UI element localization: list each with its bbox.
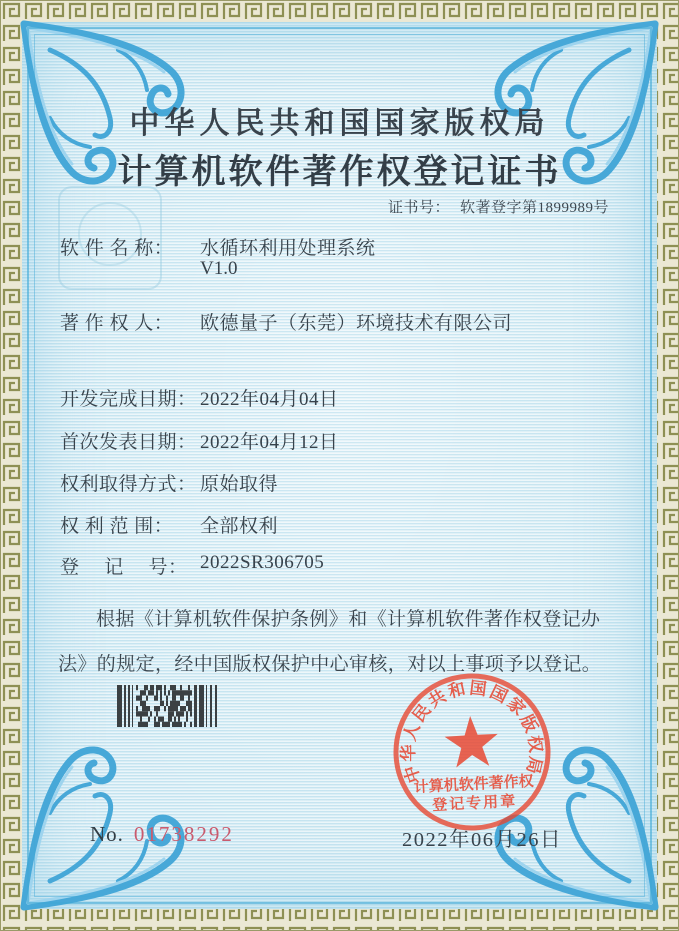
field-value: 全部权利 bbox=[200, 516, 279, 537]
field-value: 2022SR306705 bbox=[200, 552, 325, 573]
certificate-number-line bbox=[388, 196, 609, 217]
seal-caption-line2: 登记专用章 bbox=[431, 793, 518, 815]
field-label: 权 利 范 围： bbox=[60, 516, 174, 537]
barcode bbox=[117, 685, 219, 727]
field-copyright-owner bbox=[60, 308, 513, 335]
field-label: 权利取得方式： bbox=[60, 474, 197, 495]
field-label: 首次发表日期： bbox=[60, 432, 197, 453]
seal-star-icon bbox=[444, 715, 500, 768]
field-label: 开发完成日期： bbox=[60, 389, 197, 410]
field-value: 欧德量子（东莞）环境技术有限公司 bbox=[200, 313, 513, 334]
issue-date: 2022年06月26日 bbox=[402, 829, 562, 851]
registration-statement: 根据《计算机软件保护条例》和《计算机软件著作权登记办法》的规定，经中国版权保护中心审核，对以上事项予以登记。 bbox=[58, 609, 602, 675]
serial-label: No. bbox=[90, 822, 124, 846]
serial-number: 01738292 bbox=[133, 822, 234, 846]
field-value: 原始取得 bbox=[200, 474, 279, 495]
certificate-number-value: 软著登字第1899989号 bbox=[459, 200, 609, 216]
field-value: 2022年04月12日 bbox=[200, 432, 339, 453]
field-label: 登 记 号： bbox=[60, 557, 188, 578]
official-seal bbox=[377, 657, 566, 846]
field-rights-acquisition bbox=[60, 469, 279, 496]
field-dev-complete-date bbox=[60, 384, 339, 411]
issuing-authority-title: 中华人民共和国国家版权局 bbox=[129, 107, 550, 140]
certificate-number-label: 证书号： bbox=[387, 200, 450, 216]
field-label: 著 作 权 人： bbox=[60, 313, 174, 334]
field-rights-scope bbox=[60, 511, 279, 538]
field-label: 软 件 名 称： bbox=[60, 238, 174, 259]
field-first-publish-date bbox=[60, 427, 339, 454]
field-value: 水循环利用处理系统 bbox=[200, 238, 376, 259]
seal-ring-text: 中华人民共和国国家版权局 bbox=[398, 678, 546, 786]
field-value: 2022年04月04日 bbox=[200, 389, 339, 410]
field-registration-number bbox=[60, 552, 325, 579]
field-software-name bbox=[60, 233, 376, 260]
certificate-title: 计算机软件著作权登记证书 bbox=[117, 154, 562, 191]
serial-number-line bbox=[90, 822, 234, 847]
software-version: V1.0 bbox=[200, 258, 238, 279]
seal-caption-line1: 计算机软件著作权 bbox=[413, 773, 535, 797]
